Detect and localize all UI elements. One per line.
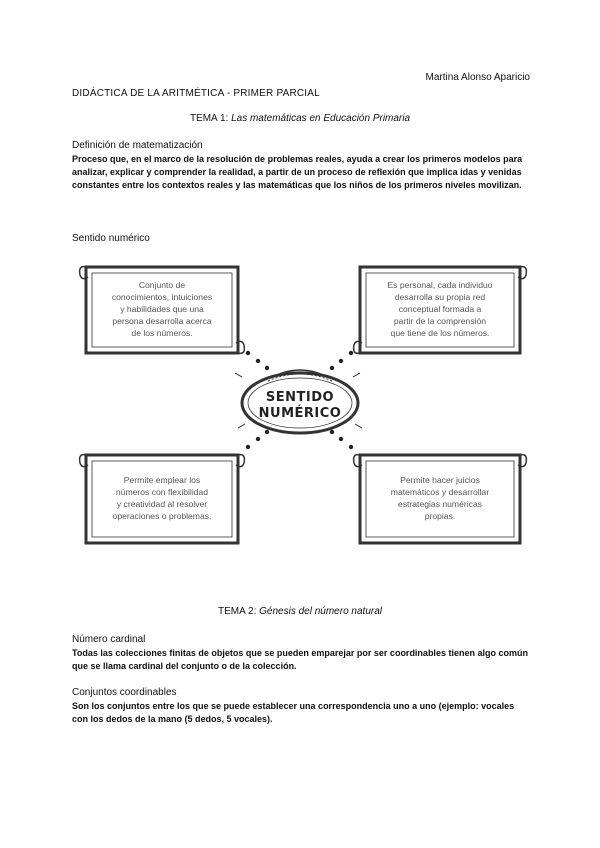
course-title: DIDÁCTICA DE LA ARITMÉTICA - PRIMER PARCIAL: [72, 88, 320, 99]
box-tl-line-3: y habilidades que una: [120, 304, 204, 314]
box-tr-line-2: desarrolla su propia red: [394, 292, 486, 302]
center-title-line-1: SENTIDO: [265, 390, 335, 405]
tema1-title: Las matemáticas en Educación Primaria: [231, 113, 411, 124]
sentido-numerico-diagram: [70, 255, 530, 587]
box-br-line-4: propias.: [424, 511, 456, 521]
author-name: Martina Alonso Aparicio: [425, 72, 530, 83]
center-badge: [242, 370, 358, 433]
cardinal-heading: Número cardinal: [72, 634, 146, 645]
box-tl-line-5: de los números.: [131, 328, 193, 338]
box-br-line-2: matemáticos y desarrollar: [390, 487, 490, 497]
cardinal-body: Todas las colecciones finitas de objetos que se pueden emparejar por ser coordinables tienen algo común que se llama cardinal del conjunto o de la colección.: [72, 648, 528, 671]
tema1-label: TEMA 1:: [189, 113, 229, 124]
box-tl-line-2: conocimientos, intuiciones: [111, 292, 213, 302]
box-bottom-left: [80, 455, 245, 543]
tema1-heading: [0, 113, 600, 124]
box-bl-line-2: números con flexibilidad: [115, 487, 209, 497]
tema2-title: Génesis del número natural: [259, 606, 382, 617]
box-bl-line-4: operaciones o problemas.: [112, 511, 212, 521]
box-tr-line-3: conceptual formada a: [398, 304, 482, 314]
box-tl-line-4: persona desarrolla acerca: [112, 316, 212, 326]
box-bl-line-3: y creatividad al resolver: [116, 499, 208, 509]
box-top-left: [80, 267, 245, 354]
definicion-heading: Definición de matematización: [72, 140, 203, 151]
box-bottom-right: [354, 455, 527, 543]
definicion-body: Proceso que, en el marco de la resolución de problemas reales, ayuda a crear los primeros modelos para analizar, explicar y comprender la realidad, a partir de un proceso de reflexión que implica idas y venidas constantes entre los contextos reales y las matemáticas que los niños de los primeros niveles movilizan.: [72, 154, 523, 190]
coordinables-heading: Conjuntos coordinables: [72, 687, 177, 698]
tema2-label: TEMA 2:: [218, 606, 257, 617]
box-br-line-3: estrategias numéricas: [397, 499, 483, 509]
coordinables-body: Son los conjuntos entre los que se puede establecer una correspondencia uno a uno (ejemplo: vocales con los dedos de la mano (5 dedos, 5 vocales).: [72, 701, 515, 724]
box-tr-line-4: partir de la comprensión: [393, 316, 487, 326]
box-top-right: [354, 267, 527, 354]
box-tl-line-1: Conjunto de: [138, 280, 186, 290]
sentido-heading: Sentido numérico: [72, 233, 150, 244]
center-title-line-2: NUMÉRICO: [258, 406, 342, 421]
box-tr-line-1: Es personal, cada individuo: [387, 280, 493, 290]
tema2-heading: [0, 606, 600, 617]
box-br-line-1: Permite hacer juicios: [400, 475, 480, 485]
box-tr-line-5: que tiene de los números.: [390, 328, 490, 338]
box-bl-line-1: Permite emplear los: [123, 475, 201, 485]
